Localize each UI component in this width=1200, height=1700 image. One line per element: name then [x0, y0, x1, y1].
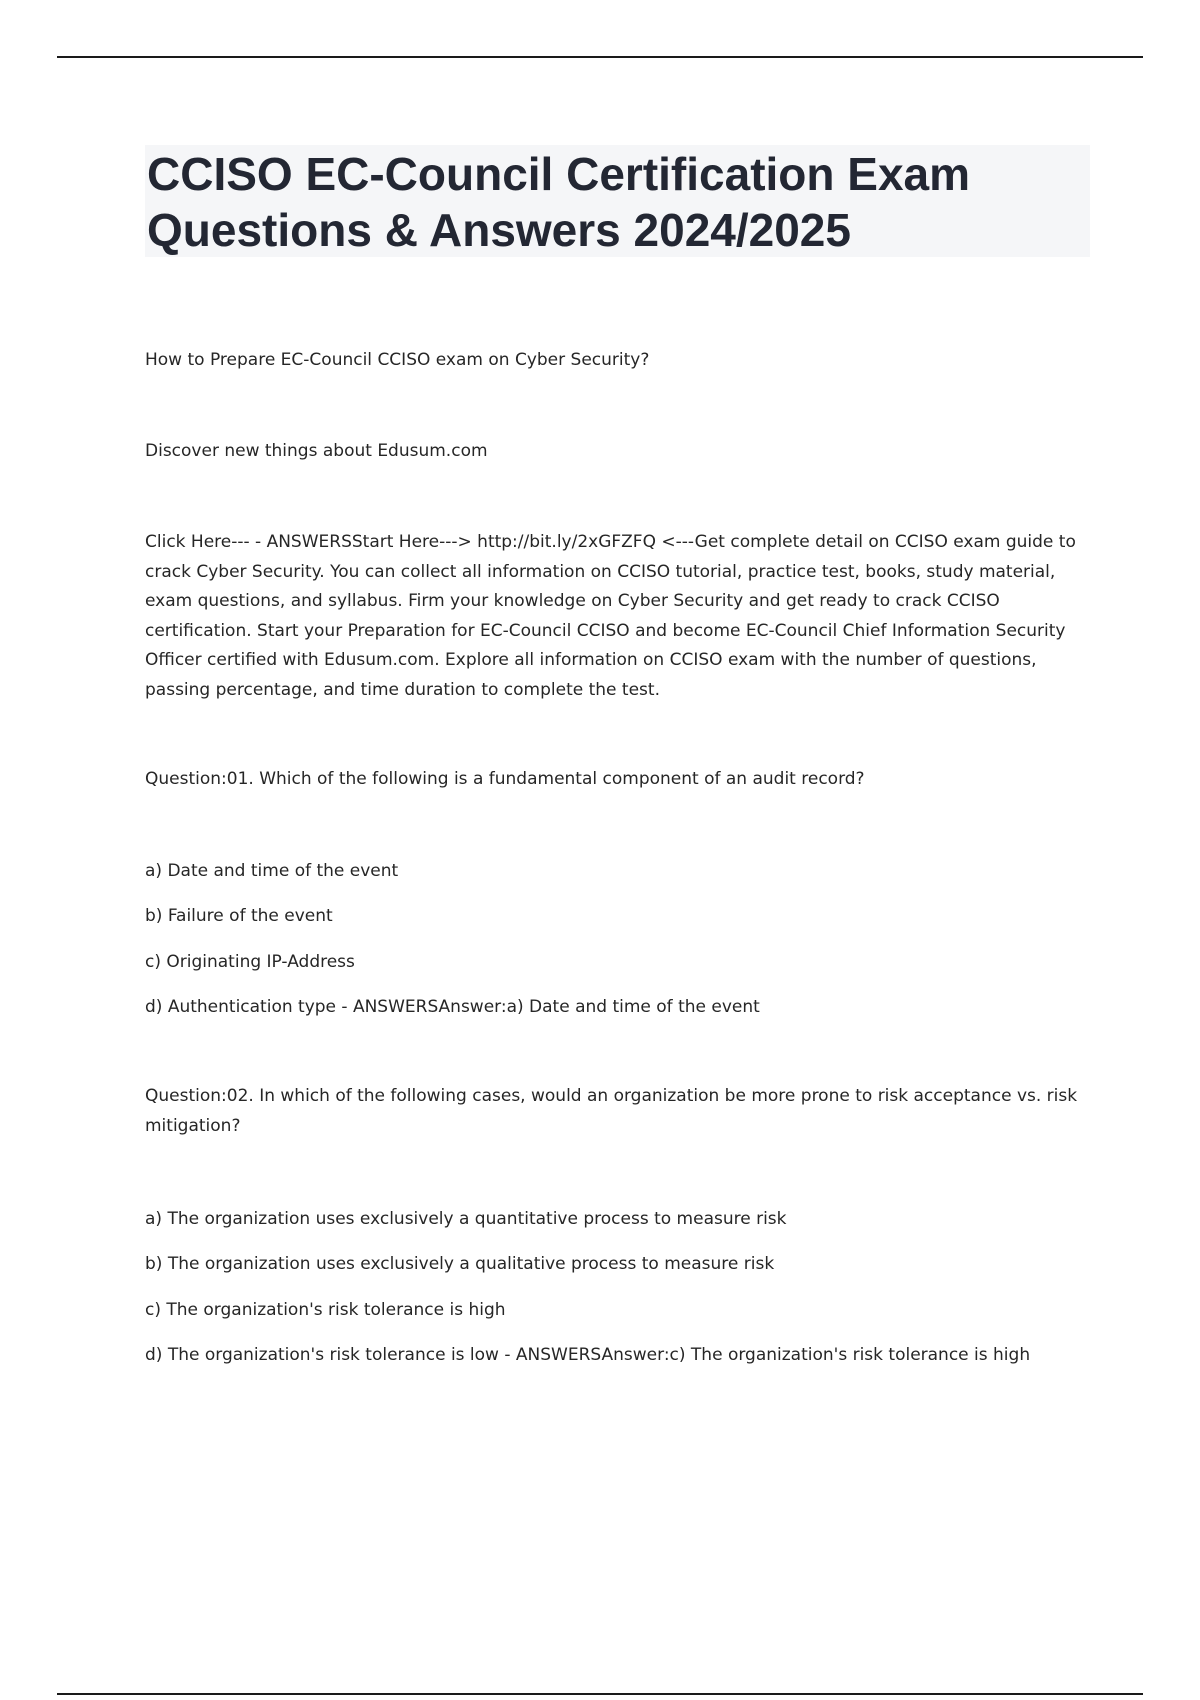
- question-01-option-d-answer: d) Authentication type - ANSWERSAnswer:a) Date and time of the event: [145, 997, 760, 1017]
- question-02-text: Question:02. In which of the following cases, would an organization be more prone to risk acceptance vs. risk mitigation?: [145, 1086, 1078, 1136]
- bottom-divider: [57, 1693, 1143, 1695]
- intro-body: Click Here--- - ANSWERSStart Here---> http://bit.ly/2xGFZFQ <---Get complete detail on CCISO exam guide to crack Cyber Security. You can collect all information on CCISO tutorial, practice test, books, study material, exam questions, and syllabus. Firm your knowledge on Cyber Security and get ready to crack CCISO certification. Start your Preparation for EC-Council CCISO and become EC-Council Chief Information Security Officer certified with Edusum.com. Explore all information on CCISO exam with the number of questions, passing percentage, and time duration to complete the test.: [145, 532, 1076, 700]
- question-02-option-b: b) The organization uses exclusively a qualitative process to measure risk: [145, 1254, 775, 1274]
- question-01-option-a: a) Date and time of the event: [145, 861, 399, 881]
- discover-line: Discover new things about Edusum.com: [145, 441, 488, 461]
- question-01-option-b: b) Failure of the event: [145, 906, 333, 926]
- document-title: CCISO EC-Council Certification Exam Questions & Answers 2024/2025: [147, 148, 971, 256]
- intro-heading: How to Prepare EC-Council CCISO exam on Cyber Security?: [145, 350, 650, 370]
- question-02-option-c: c) The organization's risk tolerance is high: [145, 1300, 506, 1320]
- question-01-option-c: c) Originating IP-Address: [145, 952, 355, 972]
- question-02-option-a: a) The organization uses exclusively a quantitative process to measure risk: [145, 1209, 787, 1229]
- top-divider: [57, 56, 1143, 58]
- question-02-option-d-answer: d) The organization's risk tolerance is low - ANSWERSAnswer:c) The organization's risk tolerance is high: [145, 1345, 1031, 1365]
- question-01-text: Question:01. Which of the following is a fundamental component of an audit record?: [145, 769, 865, 789]
